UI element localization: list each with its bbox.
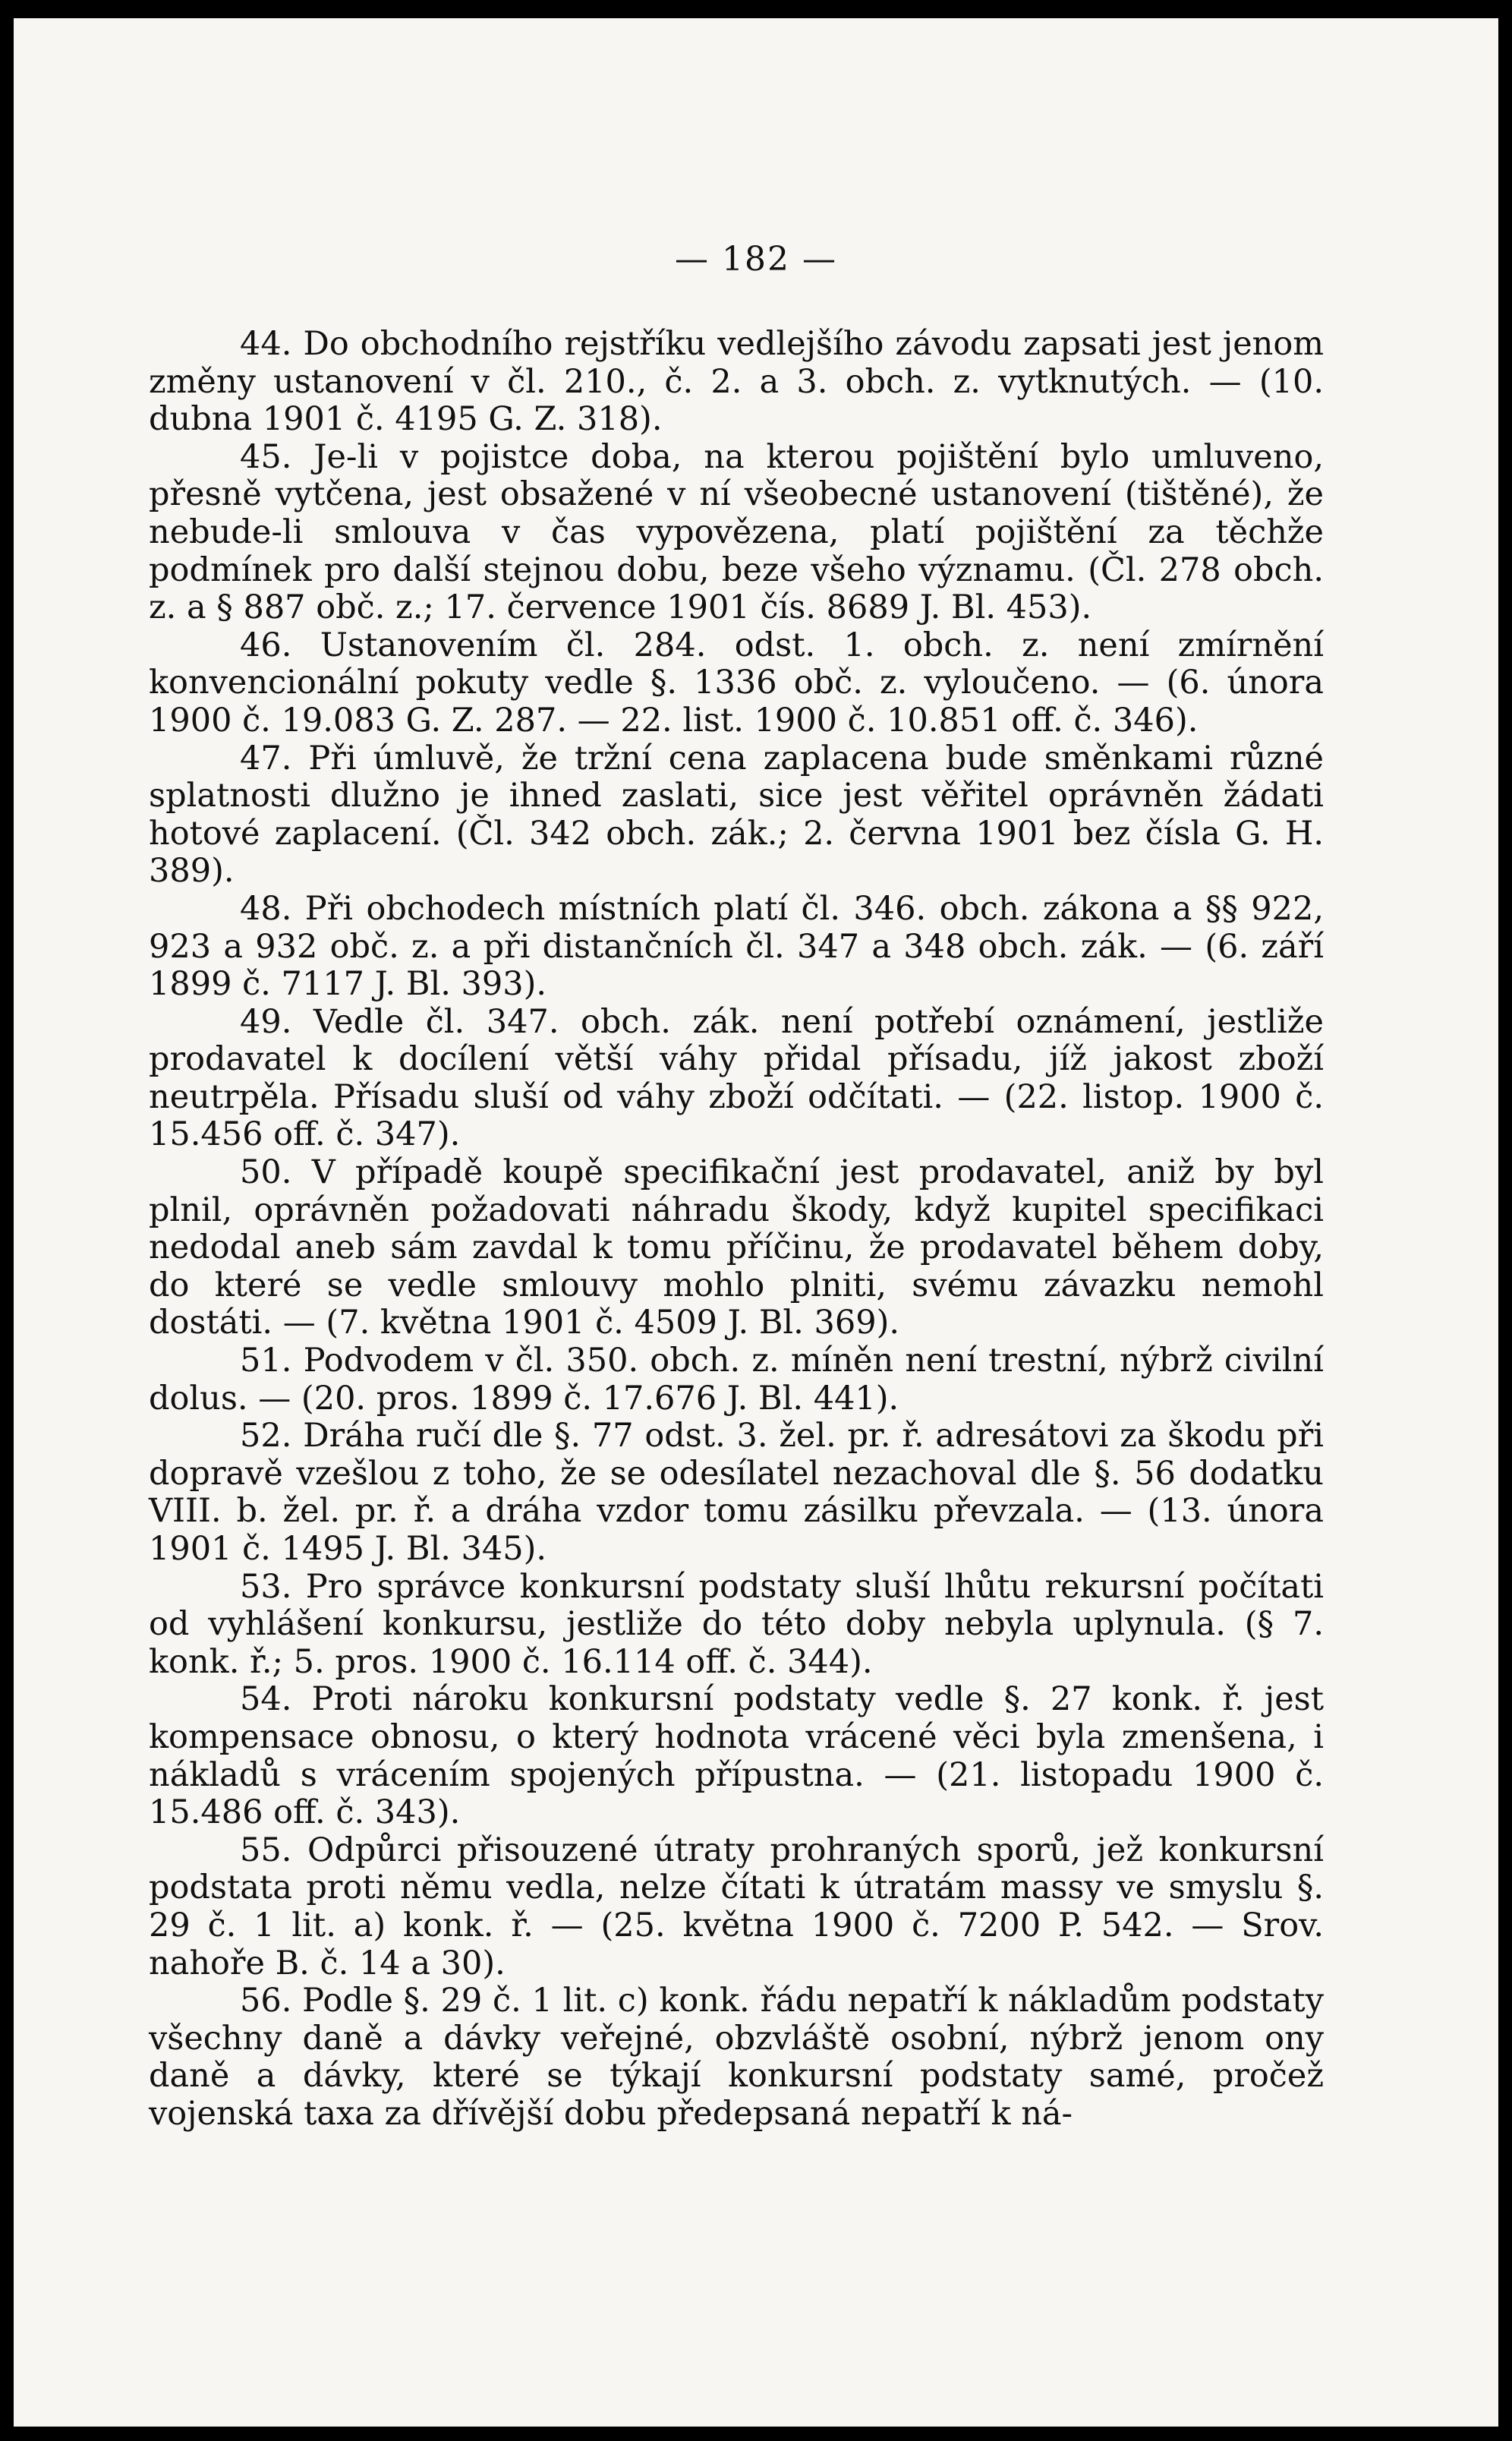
entry-text: Je-li v pojistce doba, na kterou pojištění bylo umluveno, přesně vytčena, jest obsažené v ní všeobecné ustanovení (tištěné), že nebude-li smlouva v čas vypovězena, platí pojištění za těchže podmínek pro další stejnou dobu, beze všeho významu. (Čl. 278 obch. z. a § 887 obč. z.; 17. července 1901 čís. 8689 J. Bl. 453).: [149, 437, 1324, 627]
entry-44: [149, 326, 1324, 439]
entry-52: [149, 1418, 1324, 1568]
entry-48: [149, 891, 1324, 1004]
entry-number: 52.: [240, 1417, 292, 1455]
entry-number: 56.: [240, 1982, 292, 2020]
entry-50: [149, 1154, 1324, 1342]
entry-text: Odpůrci přisouzené útraty prohraných sporů, jež konkursní podstata proti němu vedla, nelze čítati k útratám massy ve smyslu §. 29 č. 1 lit. a) konk. ř. — (25. května 1900 č. 7200 P. 542. — Srov. nahoře B. č. 14 a 30).: [149, 1831, 1324, 1982]
entry-text: Při obchodech místních platí čl. 346. obch. zákona a §§ 922, 923 a 932 obč. z. a při distančních čl. 347 a 348 obch. zák. — (6. září 1899 č. 7117 J. Bl. 393).: [149, 889, 1324, 1004]
entry-number: 55.: [240, 1831, 292, 1869]
entry-47: [149, 740, 1324, 891]
entry-text: Proti nároku konkursní podstaty vedle §. 27 konk. ř. jest kompensace obnosu, o který hodnota vrácené věci byla zmenšena, i nákladů s vrácením spojených přípustna. — (21. listopadu 1900 č. 15.486 off. č. 343).: [149, 1680, 1324, 1832]
entry-45: [149, 439, 1324, 627]
entry-text: Do obchodního rejstříku vedlejšího závodu zapsati jest jenom změny ustanovení v čl. 210., č. 2. a 3. obch. z. vytknutých. — (10. dubna 1901 č. 4195 G. Z. 318).: [149, 325, 1325, 439]
entry-56: [149, 1982, 1324, 2133]
body-text: [149, 326, 1324, 2134]
entry-number: 48.: [240, 889, 292, 928]
entry-number: 53.: [240, 1567, 292, 1606]
scanned-page: [14, 18, 1498, 2427]
entry-number: 51.: [240, 1342, 292, 1380]
entry-text: Vedle čl. 347. obch. zák. není potřebí oznámení, jestliže prodavatel k docílení větší váhy přidal přísadu, jíž jakost zboží neutrpěla. Přísadu sluší od váhy zboží odčítati. — (22. listop. 1900 č. 15.456 off. č. 347).: [149, 1002, 1324, 1154]
entry-number: 45.: [240, 437, 292, 476]
entry-54: [149, 1681, 1324, 1831]
entry-53: [149, 1569, 1324, 1682]
entry-text: Dráha ručí dle §. 77 odst. 3. žel. pr. ř. adresátovi za škodu při dopravě vzešlou z toho, že se odesílatel nezachoval dle §. 56 dodatku VIII. b. žel. pr. ř. a dráha vzdor tomu zásilku převzala. — (13. února 1901 č. 1495 J. Bl. 345).: [149, 1417, 1324, 1568]
entry-number: 54.: [240, 1680, 292, 1719]
entry-number: 49.: [240, 1002, 292, 1041]
entry-51: [149, 1342, 1324, 1418]
entry-text: Při úmluvě, že tržní cena zaplacena bude směnkami různé splatnosti dlužno je ihned zaslati, sice jest věřitel oprávněn žádati hotové zaplacení. (Čl. 342 obch. zák.; 2. června 1901 bez čísla G. H. 389).: [149, 739, 1324, 891]
entry-text: Ustanovením čl. 284. odst. 1. obch. z. není zmírnění konvencionální pokuty vedle §. 1336 obč. z. vyloučeno. — (6. února 1900 č. 19.083 G. Z. 287. — 22. list. 1900 č. 10.851 off. č. 346).: [149, 626, 1324, 740]
entry-55: [149, 1832, 1324, 1982]
entry-number: 44.: [240, 325, 292, 363]
entry-49: [149, 1004, 1324, 1154]
page-number: — 182 —: [675, 240, 837, 279]
entry-number: 50.: [240, 1153, 292, 1192]
entry-text: V případě koupě specifikační jest prodavatel, aniž by byl plnil, oprávněn požadovati náhradu škody, když kupitel specifikaci nedodal aneb sám zavdal k tomu příčinu, že prodavatel během doby, do které se vedle smlouvy mohlo plniti, svému závazku nemohl dostáti. — (7. května 1901 č. 4509 J. Bl. 369).: [149, 1153, 1325, 1342]
entry-46: [149, 627, 1324, 740]
entry-text: Pro správce konkursní podstaty sluší lhůtu rekursní počítati od vyhlášení konkursu, jestliže do této doby nebyla uplynula. (§ 7. konk. ř.; 5. pros. 1900 č. 16.114 off. č. 344).: [149, 1567, 1325, 1681]
entry-number: 46.: [240, 626, 292, 664]
entry-number: 47.: [240, 739, 292, 777]
entry-text: Podvodem v čl. 350. obch. z. míněn není trestní, nýbrž civilní dolus. — (20. pros. 1899 č. 17.676 J. Bl. 441).: [149, 1342, 1324, 1418]
entry-text: Podle §. 29 č. 1 lit. c) konk. řádu nepatří k nákladům podstaty všechny daně a dávky veřejné, obzvláště osobní, nýbrž jenom ony daně a dávky, které se týkají konkursní podstaty samé, pročež vojenská taxa za dřívější dobu předepsaná nepatří k ná-: [149, 1982, 1324, 2133]
